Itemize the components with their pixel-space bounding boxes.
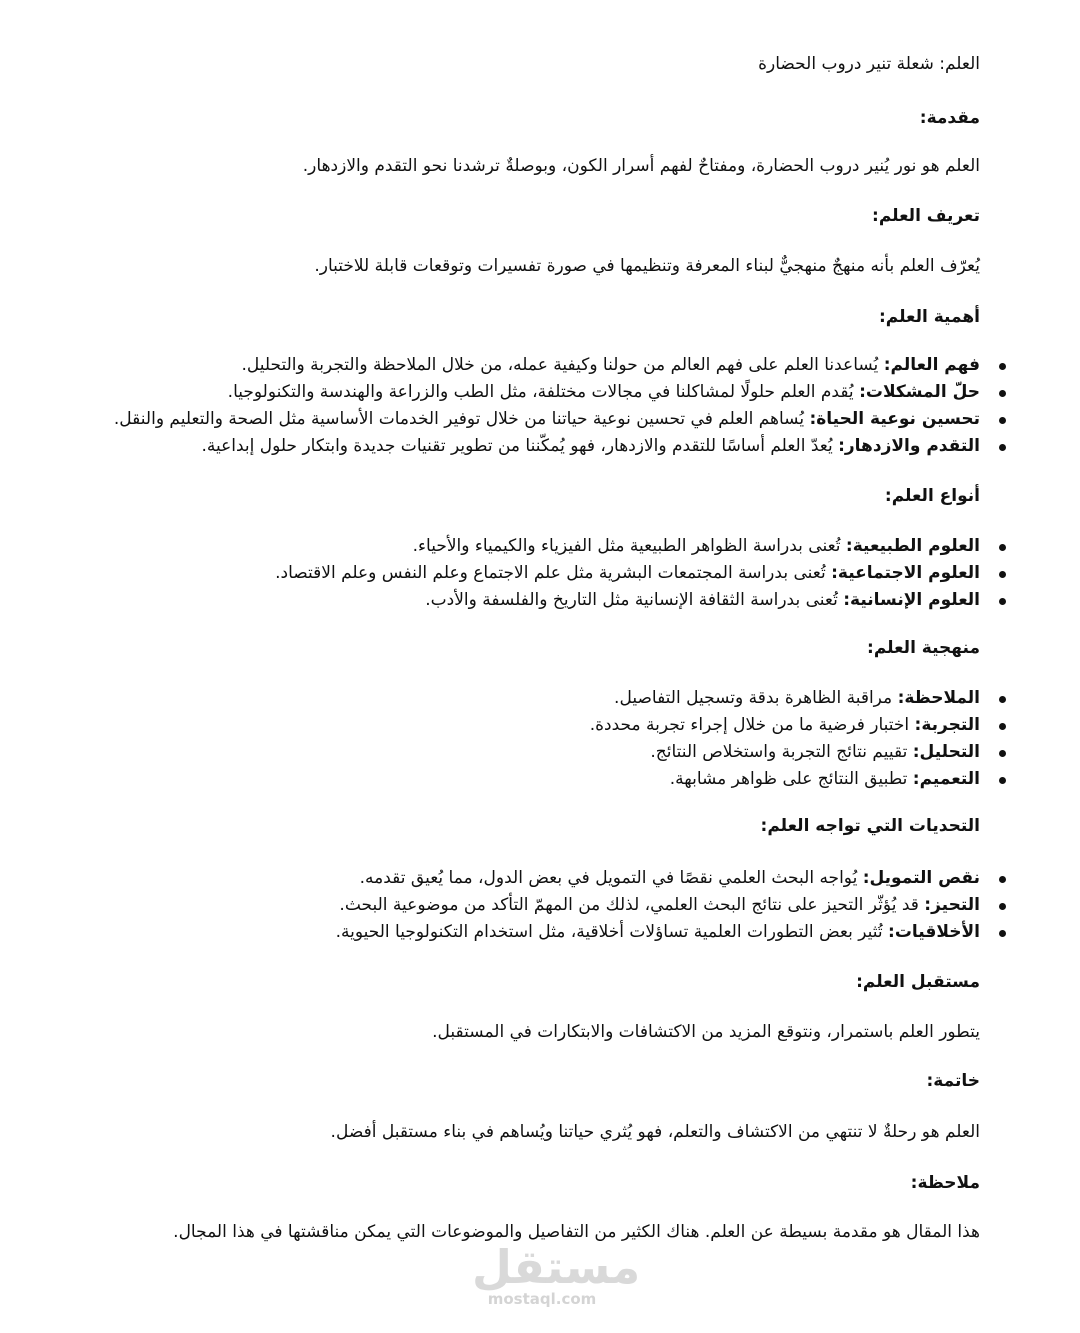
- methodology-heading: منهجية العلم:: [867, 638, 980, 658]
- list-item: [114, 406, 980, 433]
- challenges-heading: التحديات التي تواجه العلم:: [760, 816, 980, 836]
- list-item: [590, 766, 980, 793]
- note-heading: ملاحظة:: [910, 1173, 980, 1193]
- list-item: [590, 685, 980, 712]
- bullet-icon: [999, 723, 1006, 730]
- item-text: تُعنى بدراسة المجتمعات البشرية مثل علم الاجتماع وعلم النفس وعلم الاقتصاد.: [275, 563, 832, 583]
- list-item: [336, 892, 980, 919]
- bullet-icon: [999, 571, 1006, 578]
- item-text: تُثير بعض التطورات العلمية تساؤلات أخلاقية، مثل استخدام التكنولوجيا الحيوية.: [335, 922, 889, 942]
- watermark-logo: مستقل: [472, 1240, 641, 1294]
- document-title: العلم: شعلة تنير دروب الحضارة: [758, 54, 980, 74]
- list-item: [275, 533, 980, 560]
- bullet-icon: [999, 876, 1006, 883]
- item-term: تحسين نوعية الحياة:: [809, 409, 980, 429]
- list-item: [114, 352, 980, 379]
- definition-paragraph: يُعرّف العلم بأنه منهجٌ منهجيٌّ لبناء المعرفة وتنظيمها في صورة تفسيرات وتوقعات قابلة للاختبار.: [314, 256, 980, 276]
- item-text: يُعدّ العلم أساسًا للتقدم والازدهار، فهو يُمكّننا من تطوير تقنيات جديدة وابتكار حلول إبداعية.: [201, 436, 839, 456]
- types-list: [275, 533, 980, 614]
- bullet-icon: [999, 696, 1006, 703]
- item-text: يُساعدنا العلم على فهم العالم من حولنا وكيفية عمله، من خلال الملاحظة والتجربة والتحليل.: [241, 355, 884, 375]
- conclusion-heading: خاتمة:: [926, 1071, 980, 1091]
- list-item: [275, 560, 980, 587]
- list-item: [114, 433, 980, 460]
- intro-heading: مقدمة:: [919, 108, 980, 128]
- list-item: [114, 379, 980, 406]
- intro-paragraph: العلم هو نور يُنير دروب الحضارة، ومفتاحٌ لفهم أسرار الكون، وبوصلةٌ ترشدنا نحو التقدم والازدهار.: [302, 156, 980, 176]
- importance-heading: أهمية العلم:: [878, 307, 980, 327]
- bullet-icon: [999, 777, 1006, 784]
- note-paragraph: هذا المقال هو مقدمة بسيطة عن العلم. هناك الكثير من التفاصيل والموضوعات التي يمكن مناقشتها في هذا المجال.: [173, 1222, 980, 1242]
- list-item: [336, 865, 980, 892]
- item-term: التحيز:: [924, 895, 980, 915]
- item-term: حلّ المشكلات:: [859, 382, 980, 402]
- item-term: العلوم الإنسانية:: [843, 590, 980, 610]
- bullet-icon: [999, 903, 1006, 910]
- item-text: يُقدم العلم حلولًا لمشاكلنا في مجالات مختلفة، مثل الطب والزراعة والهندسة والتكنولوجيا.: [227, 382, 860, 402]
- bullet-icon: [999, 444, 1006, 451]
- bullet-icon: [999, 363, 1006, 370]
- item-text: تُعنى بدراسة الثقافة الإنسانية مثل التاريخ والفلسفة والأدب.: [425, 590, 844, 610]
- mostaql-watermark: [472, 1240, 641, 1308]
- bullet-icon: [999, 390, 1006, 397]
- list-item: [336, 919, 980, 946]
- future-paragraph: يتطور العلم باستمرار، ونتوقع المزيد من الاكتشافات والابتكارات في المستقبل.: [432, 1022, 980, 1042]
- challenges-list: [336, 865, 980, 946]
- item-term: الأخلاقيات:: [888, 922, 980, 942]
- item-term: العلوم الطبيعية:: [845, 536, 980, 556]
- bullet-icon: [999, 598, 1006, 605]
- item-text: مراقبة الظاهرة بدقة وتسجيل التفاصيل.: [614, 688, 898, 708]
- importance-list: [114, 352, 980, 460]
- methodology-list: [590, 685, 980, 793]
- item-text: يُواجه البحث العلمي نقصًا في التمويل في بعض الدول، مما يُعيق تقدمه.: [359, 868, 863, 888]
- bullet-icon: [999, 544, 1006, 551]
- bullet-icon: [999, 417, 1006, 424]
- item-text: تطبيق النتائج على ظواهر مشابهة.: [669, 769, 913, 789]
- item-term: نقص التمويل:: [862, 868, 980, 888]
- conclusion-paragraph: العلم هو رحلةٌ لا تنتهي من الاكتشاف والتعلم، فهو يُثري حياتنا ويُساهم في بناء مستقبل أفضل.: [330, 1122, 980, 1142]
- item-text: اختبار فرضية ما من خلال إجراء تجربة محددة.: [589, 715, 915, 735]
- bullet-icon: [999, 750, 1006, 757]
- item-text: تقييم نتائج التجربة واستخلاص النتائج.: [650, 742, 913, 762]
- item-text: تُعنى بدراسة الظواهر الطبيعية مثل الفيزياء والكيمياء والأحياء.: [412, 536, 846, 556]
- list-item: [590, 739, 980, 766]
- item-text: قد يُؤثّر التحيز على نتائج البحث العلمي، لذلك من المهمّ التأكد من موضوعية البحث.: [339, 895, 925, 915]
- item-term: الملاحظة:: [897, 688, 980, 708]
- item-term: التحليل:: [912, 742, 980, 762]
- item-term: التعميم:: [912, 769, 980, 789]
- item-term: العلوم الاجتماعية:: [831, 563, 980, 583]
- item-term: التقدم والازدهار:: [838, 436, 980, 456]
- types-heading: أنواع العلم:: [884, 486, 980, 506]
- bullet-icon: [999, 930, 1006, 937]
- future-heading: مستقبل العلم:: [856, 972, 980, 992]
- item-term: فهم العالم:: [883, 355, 980, 375]
- list-item: [590, 712, 980, 739]
- definition-heading: تعريف العلم:: [872, 206, 980, 226]
- item-term: التجربة:: [914, 715, 980, 735]
- list-item: [275, 587, 980, 614]
- item-text: يُساهم العلم في تحسين نوعية حياتنا من خلال توفير الخدمات الأساسية مثل الصحة والتعليم والنقل.: [113, 409, 810, 429]
- watermark-url: mostaql.com: [487, 1290, 597, 1308]
